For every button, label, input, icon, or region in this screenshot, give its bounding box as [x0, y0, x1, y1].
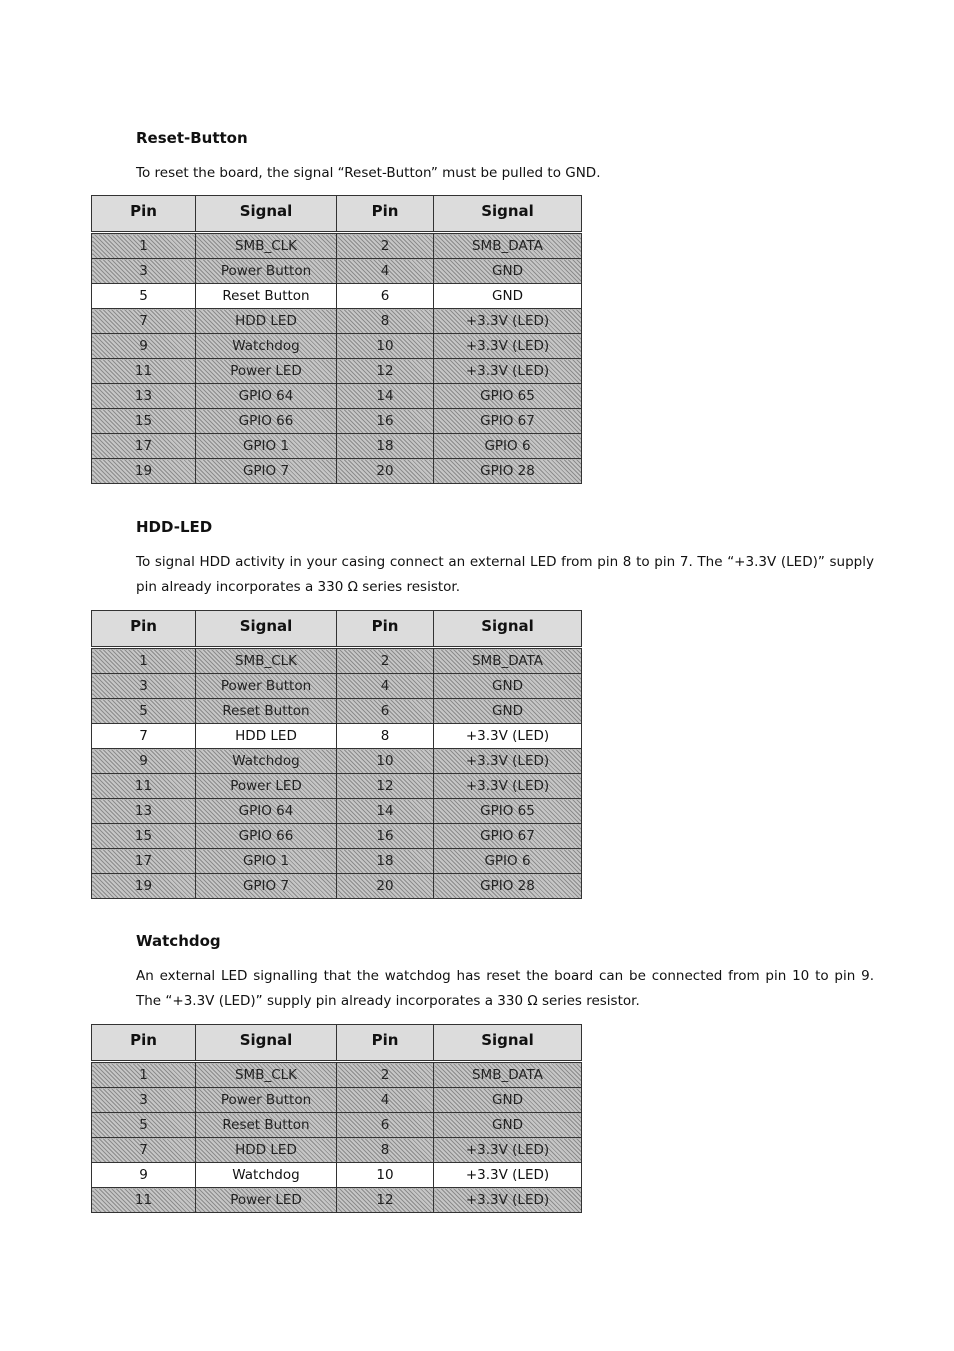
- pin-cell: 7: [92, 309, 196, 334]
- pin-cell: 19: [92, 874, 196, 899]
- signal-cell: GND: [434, 1088, 582, 1113]
- section-heading: Reset-Button: [136, 129, 248, 147]
- signal-cell: Watchdog: [196, 749, 337, 774]
- pin-cell: 3: [92, 259, 196, 284]
- column-header: Pin: [337, 1025, 434, 1062]
- signal-cell: GPIO 28: [434, 874, 582, 899]
- pin-cell: 8: [337, 724, 434, 749]
- column-header: Pin: [337, 196, 434, 233]
- pin-cell: 18: [337, 434, 434, 459]
- pin-cell: 12: [337, 1188, 434, 1213]
- table-row: [92, 749, 582, 774]
- pin-cell: 7: [92, 724, 196, 749]
- pin-cell: 9: [92, 334, 196, 359]
- signal-cell: Reset Button: [196, 1113, 337, 1138]
- table-row: [92, 699, 582, 724]
- table-header-row: [92, 196, 582, 233]
- signal-cell: +3.3V (LED): [434, 1138, 582, 1163]
- pin-cell: 10: [337, 1163, 434, 1188]
- column-header: Signal: [434, 1025, 582, 1062]
- table-row: [92, 849, 582, 874]
- signal-cell: Power Button: [196, 259, 337, 284]
- pin-cell: 12: [337, 359, 434, 384]
- pin-table: [91, 610, 582, 899]
- column-header: Signal: [196, 611, 337, 648]
- pin-cell: 2: [337, 233, 434, 259]
- table-row: [92, 1138, 582, 1163]
- signal-cell: GPIO 66: [196, 409, 337, 434]
- table-row-highlighted: [92, 724, 582, 749]
- pin-cell: 2: [337, 1062, 434, 1088]
- column-header: Signal: [434, 196, 582, 233]
- table-row: [92, 384, 582, 409]
- signal-cell: +3.3V (LED): [434, 334, 582, 359]
- pin-cell: 9: [92, 749, 196, 774]
- pin-cell: 8: [337, 309, 434, 334]
- table-row: [92, 309, 582, 334]
- table-row-highlighted: [92, 1163, 582, 1188]
- section-paragraph: To signal HDD activity in your casing connect an external LED from pin 8 to pin 7. The “+3.3V (LED)” supply pin already incorporates a 330 Ω series resistor.: [136, 554, 874, 595]
- column-header: Signal: [196, 1025, 337, 1062]
- pin-cell: 11: [92, 774, 196, 799]
- pin-cell: 1: [92, 233, 196, 259]
- pin-cell: 6: [337, 1113, 434, 1138]
- pin-cell: 2: [337, 648, 434, 674]
- pin-cell: 4: [337, 1088, 434, 1113]
- table-row: [92, 1188, 582, 1213]
- pin-cell: 13: [92, 799, 196, 824]
- table-row: [92, 233, 582, 259]
- signal-cell: GND: [434, 674, 582, 699]
- signal-cell: +3.3V (LED): [434, 774, 582, 799]
- pin-cell: 3: [92, 674, 196, 699]
- table-row: [92, 774, 582, 799]
- pin-cell: 17: [92, 849, 196, 874]
- pin-cell: 3: [92, 1088, 196, 1113]
- signal-cell: +3.3V (LED): [434, 1163, 582, 1188]
- pin-table: [91, 195, 582, 484]
- table-row: [92, 1088, 582, 1113]
- table-row: [92, 824, 582, 849]
- pin-cell: 9: [92, 1163, 196, 1188]
- pin-cell: 15: [92, 409, 196, 434]
- column-header: Signal: [196, 196, 337, 233]
- signal-cell: Watchdog: [196, 334, 337, 359]
- pin-cell: 17: [92, 434, 196, 459]
- signal-cell: SMB_DATA: [434, 233, 582, 259]
- table-header-row: [92, 1025, 582, 1062]
- table-row: [92, 648, 582, 674]
- pin-cell: 1: [92, 1062, 196, 1088]
- pin-cell: 16: [337, 409, 434, 434]
- pin-cell: 13: [92, 384, 196, 409]
- signal-cell: Reset Button: [196, 699, 337, 724]
- signal-cell: GPIO 65: [434, 384, 582, 409]
- section-heading: HDD-LED: [136, 518, 213, 536]
- table-row-highlighted: [92, 284, 582, 309]
- signal-cell: GPIO 1: [196, 849, 337, 874]
- column-header: Pin: [337, 611, 434, 648]
- table-row: [92, 1062, 582, 1088]
- table-row: [92, 259, 582, 284]
- signal-cell: Power LED: [196, 1188, 337, 1213]
- signal-cell: HDD LED: [196, 724, 337, 749]
- signal-cell: SMB_CLK: [196, 1062, 337, 1088]
- pin-cell: 8: [337, 1138, 434, 1163]
- section-heading: Watchdog: [136, 932, 221, 950]
- signal-cell: Watchdog: [196, 1163, 337, 1188]
- pin-cell: 6: [337, 699, 434, 724]
- signal-cell: GPIO 67: [434, 409, 582, 434]
- signal-cell: GPIO 67: [434, 824, 582, 849]
- column-header: Pin: [92, 1025, 196, 1062]
- signal-cell: GND: [434, 284, 582, 309]
- pin-cell: 4: [337, 674, 434, 699]
- table-row: [92, 334, 582, 359]
- signal-cell: +3.3V (LED): [434, 359, 582, 384]
- signal-cell: GPIO 6: [434, 849, 582, 874]
- pin-cell: 7: [92, 1138, 196, 1163]
- pin-cell: 20: [337, 874, 434, 899]
- signal-cell: GPIO 7: [196, 874, 337, 899]
- pin-cell: 5: [92, 284, 196, 309]
- pin-cell: 14: [337, 384, 434, 409]
- signal-cell: SMB_CLK: [196, 233, 337, 259]
- pin-cell: 19: [92, 459, 196, 484]
- column-header: Signal: [434, 611, 582, 648]
- signal-cell: GPIO 7: [196, 459, 337, 484]
- signal-cell: +3.3V (LED): [434, 1188, 582, 1213]
- pin-cell: 15: [92, 824, 196, 849]
- signal-cell: SMB_CLK: [196, 648, 337, 674]
- table-row: [92, 434, 582, 459]
- signal-cell: GPIO 6: [434, 434, 582, 459]
- section-paragraph: An external LED signalling that the watchdog has reset the board can be connected from pin 10 to pin 9. The “+3.3V (LED)” supply pin already incorporates a 330 Ω series resistor.: [136, 968, 874, 1009]
- signal-cell: +3.3V (LED): [434, 724, 582, 749]
- table-row: [92, 409, 582, 434]
- pin-cell: 1: [92, 648, 196, 674]
- signal-cell: Power Button: [196, 674, 337, 699]
- pin-cell: 10: [337, 749, 434, 774]
- signal-cell: SMB_DATA: [434, 648, 582, 674]
- signal-cell: GND: [434, 1113, 582, 1138]
- table-row: [92, 459, 582, 484]
- pin-cell: 11: [92, 359, 196, 384]
- signal-cell: Power Button: [196, 1088, 337, 1113]
- signal-cell: SMB_DATA: [434, 1062, 582, 1088]
- pin-cell: 18: [337, 849, 434, 874]
- signal-cell: GPIO 28: [434, 459, 582, 484]
- signal-cell: GPIO 1: [196, 434, 337, 459]
- column-header: Pin: [92, 611, 196, 648]
- table-row: [92, 874, 582, 899]
- signal-cell: GND: [434, 699, 582, 724]
- signal-cell: GPIO 64: [196, 384, 337, 409]
- pin-cell: 10: [337, 334, 434, 359]
- signal-cell: +3.3V (LED): [434, 749, 582, 774]
- table-row: [92, 359, 582, 384]
- pin-cell: 12: [337, 774, 434, 799]
- pin-cell: 16: [337, 824, 434, 849]
- pin-cell: 5: [92, 699, 196, 724]
- signal-cell: HDD LED: [196, 309, 337, 334]
- pin-cell: 14: [337, 799, 434, 824]
- table-row: [92, 674, 582, 699]
- signal-cell: Power LED: [196, 774, 337, 799]
- table-row: [92, 1113, 582, 1138]
- signal-cell: Power LED: [196, 359, 337, 384]
- signal-cell: GPIO 66: [196, 824, 337, 849]
- signal-cell: Reset Button: [196, 284, 337, 309]
- pin-cell: 4: [337, 259, 434, 284]
- table-header-row: [92, 611, 582, 648]
- signal-cell: GPIO 65: [434, 799, 582, 824]
- signal-cell: HDD LED: [196, 1138, 337, 1163]
- signal-cell: +3.3V (LED): [434, 309, 582, 334]
- signal-cell: GPIO 64: [196, 799, 337, 824]
- column-header: Pin: [92, 196, 196, 233]
- signal-cell: GND: [434, 259, 582, 284]
- pin-cell: 5: [92, 1113, 196, 1138]
- section-paragraph: To reset the board, the signal “Reset-Button” must be pulled to GND.: [136, 165, 601, 181]
- pin-table: [91, 1024, 582, 1213]
- pin-cell: 11: [92, 1188, 196, 1213]
- pin-cell: 20: [337, 459, 434, 484]
- table-row: [92, 799, 582, 824]
- pin-cell: 6: [337, 284, 434, 309]
